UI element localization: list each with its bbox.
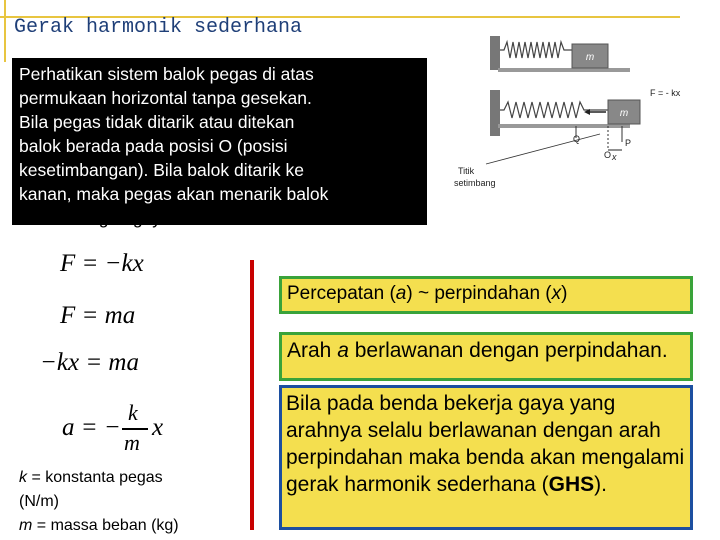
wall-top bbox=[490, 36, 500, 70]
left-accent-line bbox=[4, 0, 6, 62]
legend-k-unit: (N/m) bbox=[19, 493, 59, 510]
intro-line-6: kanan, maka pegas akan menarik balok bbox=[19, 184, 329, 204]
mass-label-top: m bbox=[585, 52, 595, 63]
wall-bottom bbox=[490, 90, 500, 136]
legend-m: m = massa beban (kg) bbox=[19, 517, 179, 534]
direction-statement: Arah a berlawanan dengan perpindahan. bbox=[287, 339, 668, 362]
floor-top bbox=[498, 68, 630, 72]
spring-top-icon bbox=[500, 42, 572, 58]
equation-2: F = ma bbox=[60, 302, 136, 329]
acceleration-statement: Percepatan (a) ~ perpindahan (x) bbox=[287, 283, 568, 304]
label-p: P bbox=[625, 138, 632, 148]
equation-4 bbox=[62, 400, 172, 460]
floor-bottom bbox=[498, 124, 630, 128]
legend-k: k = konstanta pegas bbox=[19, 469, 163, 486]
equation-3: −kx = ma bbox=[40, 349, 139, 376]
equation-4-numerator: k bbox=[128, 400, 138, 425]
label-x: x bbox=[612, 152, 617, 162]
label-o: O bbox=[604, 150, 612, 160]
intro-text bbox=[19, 62, 427, 230]
eq-point-line1: Titik bbox=[458, 166, 475, 176]
intro-line-3: Bila pegas tidak ditarik atau ditekan bbox=[19, 112, 295, 132]
force-label: F = - kx bbox=[650, 88, 681, 98]
ghs-statement: Bila pada benda bekerja gaya yang arahnya selalu berlawanan dengan arah perpindahan maka benda akan mengalami gerak harmonik sederhana (GHS). bbox=[286, 392, 685, 496]
equilibrium-pointer bbox=[486, 134, 600, 164]
intro-line-1: Perhatikan sistem balok pegas di atas bbox=[19, 64, 314, 84]
intro-line-7: ke kiri dengan gaya: bbox=[19, 208, 176, 228]
intro-line-5: kesetimbangan). Bila balok ditarik ke bbox=[19, 160, 305, 180]
spring-mass-diagram bbox=[440, 26, 710, 202]
red-divider bbox=[250, 260, 254, 530]
mass-label-bottom: m bbox=[619, 108, 629, 119]
intro-line-4: balok berada pada posisi O (posisi bbox=[19, 136, 288, 156]
label-q: Q bbox=[573, 134, 581, 144]
symbol-legend bbox=[19, 466, 179, 538]
equation-4-variable: x bbox=[152, 414, 164, 441]
equation-4-denominator: m bbox=[124, 430, 140, 455]
equation-1: F = −kx bbox=[60, 250, 144, 277]
eq-point-line2: setimbang bbox=[454, 178, 496, 188]
spring-bottom-icon bbox=[500, 102, 608, 118]
intro-line-2: permukaan horizontal tanpa gesekan. bbox=[19, 88, 312, 108]
equation-4-lhs: a = − bbox=[62, 414, 121, 441]
slide-title: Gerak harmonik sederhana bbox=[14, 16, 303, 39]
